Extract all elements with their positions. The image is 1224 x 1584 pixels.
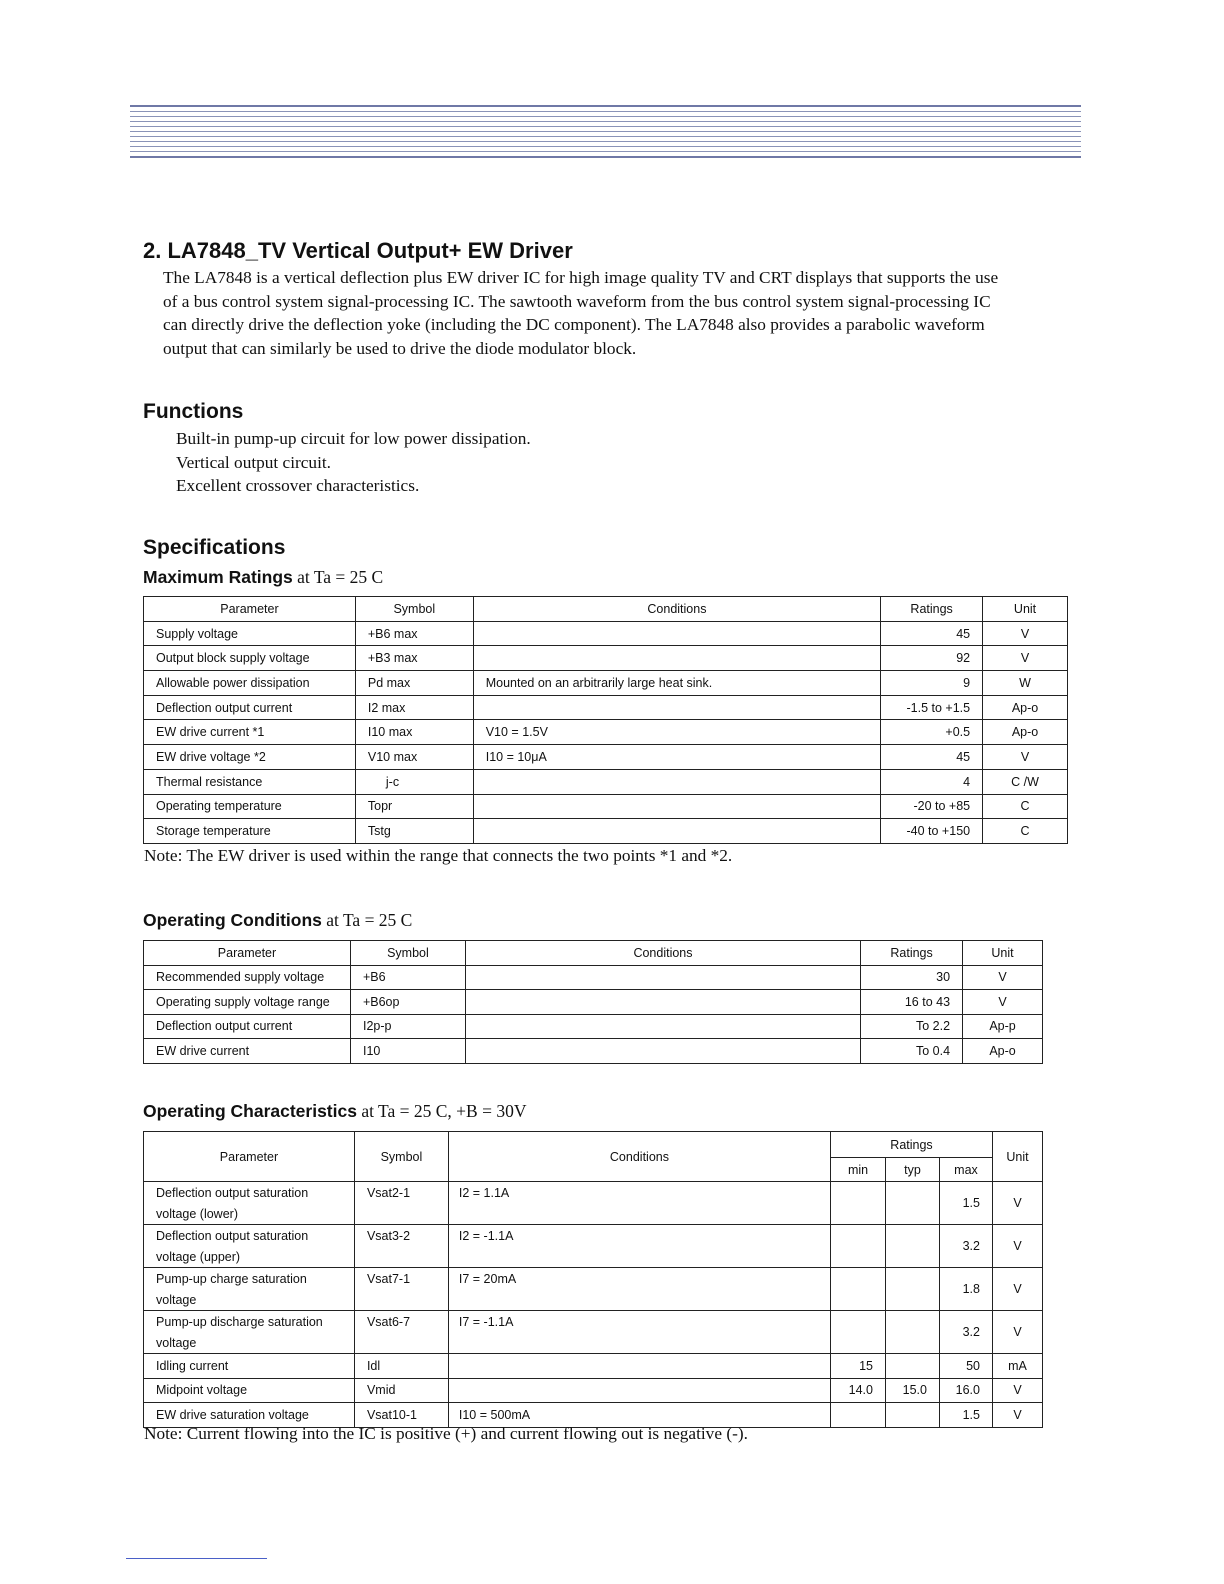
op-characteristics-title: Operating Characteristics bbox=[143, 1101, 357, 1121]
cell-symbol: Topr bbox=[355, 794, 473, 819]
footer-rule bbox=[126, 1558, 267, 1559]
cell-parameter bbox=[144, 1311, 355, 1354]
cell-symbol: Vsat10-1 bbox=[354, 1403, 448, 1428]
cell-ratings: -1.5 to +1.5 bbox=[881, 695, 983, 720]
table-row bbox=[144, 794, 1068, 819]
header-ratings: Ratings bbox=[881, 597, 983, 622]
cell-min bbox=[831, 1182, 886, 1225]
table-row bbox=[144, 646, 1068, 671]
cell-unit: V bbox=[983, 621, 1068, 646]
cell-symbol: Idl bbox=[354, 1354, 448, 1379]
header-conditions: Conditions bbox=[473, 597, 880, 622]
cell-ratings: 9 bbox=[881, 671, 983, 696]
cell-parameter bbox=[144, 1225, 355, 1268]
cell-parameter-line: Deflection output saturation bbox=[156, 1229, 309, 1243]
cell-ratings: 45 bbox=[881, 621, 983, 646]
table-row bbox=[144, 819, 1068, 844]
header-typ: typ bbox=[886, 1158, 940, 1182]
cell-ratings: 16 to 43 bbox=[861, 990, 963, 1015]
table-row bbox=[144, 720, 1068, 745]
cell-conditions bbox=[448, 1378, 830, 1403]
max-ratings-table bbox=[143, 596, 1068, 844]
table-row bbox=[144, 621, 1068, 646]
cell-conditions: I10 = 10μA bbox=[473, 745, 880, 770]
cell-ratings: 92 bbox=[881, 646, 983, 671]
intro-line: The LA7848 is a vertical deflection plus EW driver IC for high image quality TV and CRT displays that supports the use bbox=[163, 268, 999, 287]
table-row bbox=[144, 1268, 1043, 1311]
cell-conditions bbox=[448, 1354, 830, 1379]
table-header-row bbox=[144, 941, 1043, 966]
cell-max: 3.2 bbox=[939, 1311, 992, 1354]
cell-symbol: I2 max bbox=[355, 695, 473, 720]
cell-unit: mA bbox=[992, 1354, 1042, 1379]
cell-symbol: Vsat2-1 bbox=[354, 1182, 448, 1225]
cell-parameter: Operating supply voltage range bbox=[144, 990, 351, 1015]
header-unit: Unit bbox=[983, 597, 1068, 622]
cell-parameter-line: voltage bbox=[156, 1292, 197, 1307]
header-unit: Unit bbox=[992, 1132, 1042, 1182]
table-row bbox=[144, 745, 1068, 770]
table-row bbox=[144, 1354, 1043, 1379]
intro-line: can directly drive the deflection yoke (including the DC component). The LA7848 also provides a parabolic waveform bbox=[163, 315, 985, 334]
cell-symbol: Vmid bbox=[354, 1378, 448, 1403]
intro-paragraph bbox=[163, 266, 1083, 360]
cell-parameter: EW drive current bbox=[144, 1039, 351, 1064]
op-characteristics-table bbox=[143, 1131, 1043, 1428]
cell-min bbox=[831, 1311, 886, 1354]
intro-line: output that can similarly be used to drive the diode modulator block. bbox=[163, 338, 637, 358]
cell-unit: C /W bbox=[983, 769, 1068, 794]
cell-parameter: Deflection output current bbox=[144, 1014, 351, 1039]
table-row bbox=[144, 1182, 1043, 1225]
header-symbol: Symbol bbox=[355, 597, 473, 622]
cell-unit: C bbox=[983, 819, 1068, 844]
cell-ratings: 4 bbox=[881, 769, 983, 794]
cell-symbol: Vsat6-7 bbox=[354, 1311, 448, 1354]
header-parameter: Parameter bbox=[144, 597, 356, 622]
cell-typ bbox=[886, 1311, 940, 1354]
table-row bbox=[144, 1039, 1043, 1064]
cell-max: 3.2 bbox=[939, 1225, 992, 1268]
cell-max: 1.5 bbox=[939, 1182, 992, 1225]
cell-unit: Ap-o bbox=[963, 1039, 1043, 1064]
cell-symbol: Vsat3-2 bbox=[354, 1225, 448, 1268]
cell-unit: V bbox=[992, 1225, 1042, 1268]
table-row bbox=[144, 1014, 1043, 1039]
cell-conditions: I7 = 20mA bbox=[448, 1268, 830, 1311]
cell-min bbox=[831, 1225, 886, 1268]
table-row bbox=[144, 695, 1068, 720]
table-header-row bbox=[144, 597, 1068, 622]
intro-line: of a bus control system signal-processing IC. The sawtooth waveform from the bus control system signal-processing IC bbox=[163, 291, 991, 311]
table-row bbox=[144, 1225, 1043, 1268]
cell-parameter-line: Deflection output saturation bbox=[156, 1186, 309, 1200]
cell-parameter: Deflection output current bbox=[144, 695, 356, 720]
cell-symbol: Vsat7-1 bbox=[354, 1268, 448, 1311]
header-rule-band bbox=[130, 105, 1081, 161]
cell-symbol: +B3 max bbox=[355, 646, 473, 671]
cell-symbol: I10 max bbox=[355, 720, 473, 745]
header-ratings: Ratings bbox=[861, 941, 963, 966]
cell-typ bbox=[886, 1354, 940, 1379]
cell-min bbox=[831, 1268, 886, 1311]
cell-unit: V bbox=[992, 1403, 1042, 1428]
header-conditions: Conditions bbox=[448, 1132, 830, 1182]
cell-max: 1.5 bbox=[939, 1403, 992, 1428]
header-parameter: Parameter bbox=[144, 1132, 355, 1182]
cell-unit: V bbox=[983, 646, 1068, 671]
cell-conditions: I7 = -1.1A bbox=[448, 1311, 830, 1354]
table-row bbox=[144, 671, 1068, 696]
max-ratings-note: Note: The EW driver is used within the range that connects the two points *1 and *2. bbox=[144, 846, 733, 865]
cell-symbol: Pd max bbox=[355, 671, 473, 696]
functions-heading: Functions bbox=[143, 400, 244, 423]
cell-max: 50 bbox=[939, 1354, 992, 1379]
max-ratings-heading bbox=[143, 567, 383, 588]
cell-conditions bbox=[465, 1014, 860, 1039]
cell-unit: V bbox=[963, 990, 1043, 1015]
op-characteristics-heading bbox=[143, 1101, 526, 1122]
cell-parameter: Midpoint voltage bbox=[144, 1378, 355, 1403]
cell-typ: 15.0 bbox=[886, 1378, 940, 1403]
header-ratings: Ratings bbox=[831, 1132, 993, 1158]
op-conditions-table bbox=[143, 940, 1043, 1064]
cell-parameter-line: voltage bbox=[156, 1335, 197, 1350]
op-conditions-heading bbox=[143, 910, 412, 931]
cell-parameter: Storage temperature bbox=[144, 819, 356, 844]
cell-parameter bbox=[144, 1268, 355, 1311]
cell-conditions bbox=[465, 1039, 860, 1064]
header-parameter: Parameter bbox=[144, 941, 351, 966]
cell-symbol: j-c bbox=[355, 769, 473, 794]
cell-conditions: I2 = -1.1A bbox=[448, 1225, 830, 1268]
cell-unit: W bbox=[983, 671, 1068, 696]
cell-ratings: 45 bbox=[881, 745, 983, 770]
cell-parameter: EW drive current *1 bbox=[144, 720, 356, 745]
cell-min: 15 bbox=[831, 1354, 886, 1379]
cell-unit: V bbox=[992, 1311, 1042, 1354]
cell-conditions bbox=[465, 965, 860, 990]
table-row bbox=[144, 769, 1068, 794]
cell-typ bbox=[886, 1182, 940, 1225]
functions-list bbox=[176, 427, 531, 498]
header-min: min bbox=[831, 1158, 886, 1182]
cell-conditions: V10 = 1.5V bbox=[473, 720, 880, 745]
max-ratings-condition: at Ta = 25 C bbox=[292, 567, 384, 587]
op-conditions-condition: at Ta = 25 C bbox=[321, 910, 413, 930]
cell-symbol: +B6 max bbox=[355, 621, 473, 646]
function-item: Built-in pump-up circuit for low power dissipation. bbox=[176, 429, 531, 448]
cell-conditions bbox=[473, 621, 880, 646]
cell-parameter: Supply voltage bbox=[144, 621, 356, 646]
cell-typ bbox=[886, 1403, 940, 1428]
cell-min bbox=[831, 1403, 886, 1428]
cell-ratings: -20 to +85 bbox=[881, 794, 983, 819]
op-characteristics-note: Note: Current flowing into the IC is positive (+) and current flowing out is negative (-). bbox=[144, 1424, 748, 1443]
cell-conditions: Mounted on an arbitrarily large heat sink. bbox=[473, 671, 880, 696]
table-row bbox=[144, 1311, 1043, 1354]
cell-ratings: +0.5 bbox=[881, 720, 983, 745]
cell-symbol: I2p-p bbox=[350, 1014, 465, 1039]
cell-conditions bbox=[473, 794, 880, 819]
cell-unit: V bbox=[963, 965, 1043, 990]
max-ratings-title: Maximum Ratings bbox=[143, 567, 293, 587]
op-characteristics-condition: at Ta = 25 C, +B = 30V bbox=[356, 1101, 527, 1121]
cell-unit: Ap-o bbox=[983, 720, 1068, 745]
cell-parameter: Operating temperature bbox=[144, 794, 356, 819]
cell-ratings: -40 to +150 bbox=[881, 819, 983, 844]
specifications-heading: Specifications bbox=[143, 536, 286, 559]
cell-symbol: I10 bbox=[350, 1039, 465, 1064]
cell-conditions: I2 = 1.1A bbox=[448, 1182, 830, 1225]
cell-max: 1.8 bbox=[939, 1268, 992, 1311]
cell-ratings: 30 bbox=[861, 965, 963, 990]
cell-parameter: Output block supply voltage bbox=[144, 646, 356, 671]
cell-conditions: I10 = 500mA bbox=[448, 1403, 830, 1428]
cell-parameter: EW drive saturation voltage bbox=[144, 1403, 355, 1428]
cell-symbol: +B6op bbox=[350, 990, 465, 1015]
cell-max: 16.0 bbox=[939, 1378, 992, 1403]
cell-parameter bbox=[144, 1182, 355, 1225]
function-item: Vertical output circuit. bbox=[176, 452, 331, 472]
header-max: max bbox=[939, 1158, 992, 1182]
table-row bbox=[144, 990, 1043, 1015]
cell-unit: V bbox=[992, 1268, 1042, 1311]
cell-conditions bbox=[473, 646, 880, 671]
cell-typ bbox=[886, 1225, 940, 1268]
cell-symbol: +B6 bbox=[350, 965, 465, 990]
cell-parameter: Allowable power dissipation bbox=[144, 671, 356, 696]
header-symbol: Symbol bbox=[354, 1132, 448, 1182]
cell-ratings: To 2.2 bbox=[861, 1014, 963, 1039]
cell-unit: Ap-o bbox=[983, 695, 1068, 720]
cell-ratings: To 0.4 bbox=[861, 1039, 963, 1064]
cell-conditions bbox=[473, 819, 880, 844]
cell-parameter: EW drive voltage *2 bbox=[144, 745, 356, 770]
table-row bbox=[144, 965, 1043, 990]
header-unit: Unit bbox=[963, 941, 1043, 966]
cell-parameter-line: voltage (lower) bbox=[156, 1206, 238, 1221]
cell-conditions bbox=[465, 990, 860, 1015]
cell-typ bbox=[886, 1268, 940, 1311]
table-row bbox=[144, 1378, 1043, 1403]
cell-conditions bbox=[473, 769, 880, 794]
cell-parameter: Thermal resistance bbox=[144, 769, 356, 794]
cell-unit: Ap-p bbox=[963, 1014, 1043, 1039]
cell-parameter-line: Pump-up discharge saturation bbox=[156, 1315, 323, 1329]
cell-parameter-line: Pump-up charge saturation bbox=[156, 1272, 307, 1286]
cell-symbol: V10 max bbox=[355, 745, 473, 770]
cell-unit: V bbox=[992, 1182, 1042, 1225]
cell-parameter-line: voltage (upper) bbox=[156, 1249, 241, 1264]
cell-unit: V bbox=[992, 1378, 1042, 1403]
section-title: 2. LA7848_TV Vertical Output+ EW Driver bbox=[143, 238, 573, 263]
header-conditions: Conditions bbox=[465, 941, 860, 966]
cell-unit: C bbox=[983, 794, 1068, 819]
cell-parameter: Recommended supply voltage bbox=[144, 965, 351, 990]
cell-min: 14.0 bbox=[831, 1378, 886, 1403]
cell-unit: V bbox=[983, 745, 1068, 770]
cell-parameter: Idling current bbox=[144, 1354, 355, 1379]
cell-symbol: Tstg bbox=[355, 819, 473, 844]
table-header-row bbox=[144, 1132, 1043, 1158]
header-symbol: Symbol bbox=[350, 941, 465, 966]
cell-conditions bbox=[473, 695, 880, 720]
op-conditions-title: Operating Conditions bbox=[143, 910, 322, 930]
function-item: Excellent crossover characteristics. bbox=[176, 476, 420, 495]
